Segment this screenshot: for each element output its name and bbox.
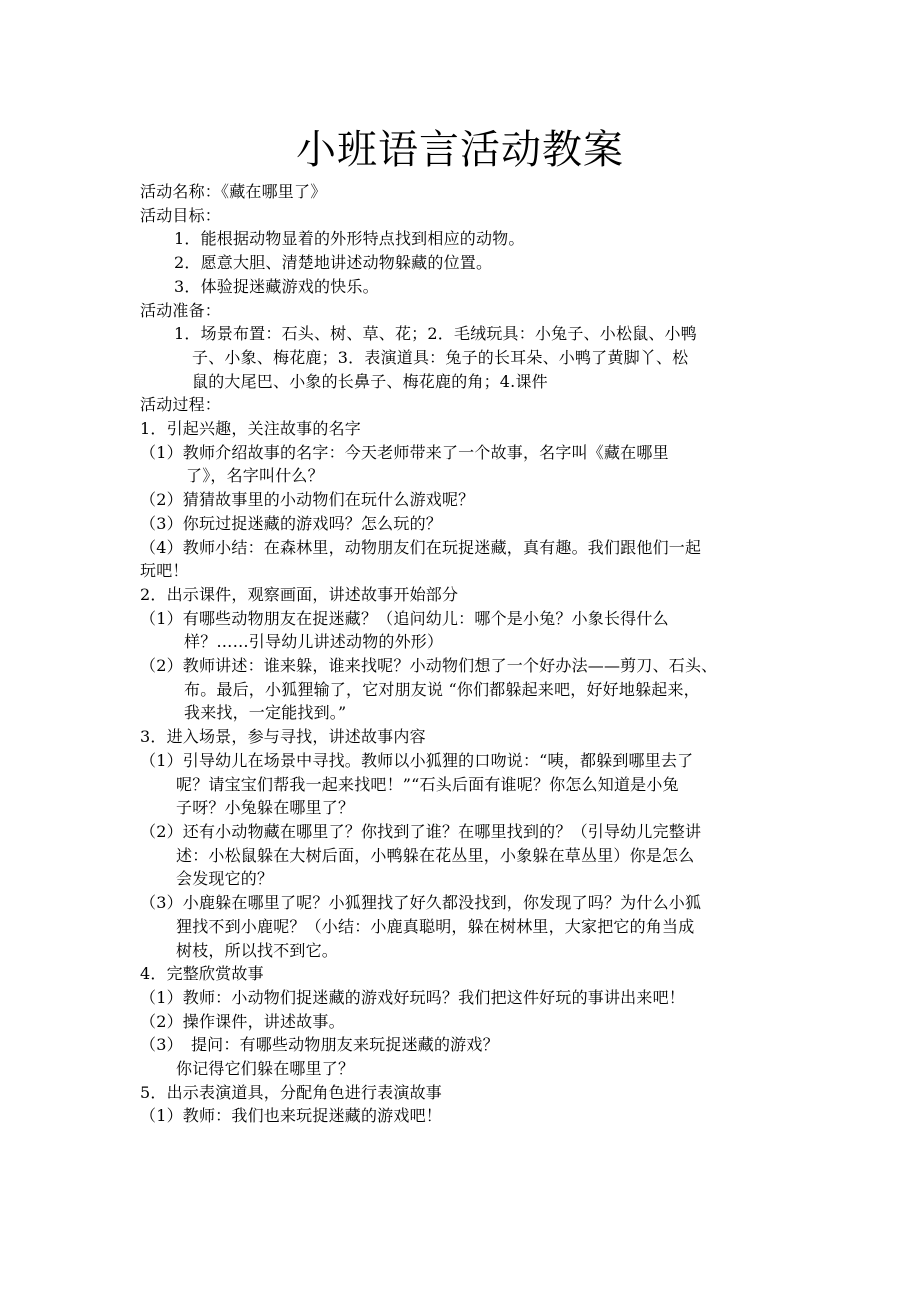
section-item-cont: 狸找不到小鹿呢？（小结：小鹿真聪明，躲在树林里，大家把它的角当成 [176,916,695,936]
section-item-cont: 布。最后，小狐狸输了，它对朋友说 “你们都躲起来吧，好好地躲起来， [184,679,700,699]
section-item-cont: 子呀？小兔躲在哪里了？ [176,798,355,818]
section-heading: 1．引起兴趣，关注故事的名字 [140,419,361,439]
document-body [140,180,785,1128]
section-heading: 3．进入场景，参与寻找，讲述故事内容 [140,727,426,747]
section-item-cont: 树枝，所以找不到它。 [176,940,339,960]
prep-line: 鼠的大尾巴、小象的长鼻子、梅花鹿的角；4.课件 [192,371,548,391]
prep-line: 子、小象、梅花鹿；3．表演道具：兔子的长耳朵、小鸭了黄脚丫、松 [192,347,689,367]
section-item: （2）教师讲述：谁来躲，谁来找呢？小动物们想了一个好办法——剪刀、石头、 [140,656,718,676]
section-heading: 2．出示课件，观察画面，讲述故事开始部分 [140,584,459,604]
section-heading: 5．出示表演道具，分配角色进行表演故事 [140,1082,442,1102]
section-item-cont: 述：小松鼠躲在大树后面，小鸭躲在花丛里，小象躲在草丛里）你是怎么 [176,845,695,865]
goal-item: 3．体验捉迷藏游戏的快乐。 [174,276,379,296]
page-title: 小班语言活动教案 [296,127,624,173]
section-item: （1）教师：小动物们捉迷藏的游戏好玩吗？我们把这件好玩的事讲出来吧！ [140,987,685,1007]
activity-name: 活动名称：《藏在哪里了》 [140,182,327,201]
section-item-cont: 玩吧！ [140,561,189,581]
section-item: （3）小鹿躲在哪里了呢？小狐狸找了好久都没找到，你发现了吗？为什么小狐 [140,893,702,913]
section-item-cont: 你记得它们躲在哪里了？ [176,1059,355,1079]
section-item-cont: 呢？请宝宝们帮我一起来找吧！”“石头后面有谁呢？你怎么知道是小兔 [176,774,679,794]
section-item: （1）教师介绍故事的名字：今天老师带来了一个故事，名字叫《藏在哪里 [140,442,669,462]
process-heading: 活动过程： [140,395,222,415]
section-item: （2）还有小动物藏在哪里了？你找到了谁？在哪里找到的？（引导幼儿完整讲 [140,821,702,841]
section-item-cont: 了》，名字叫什么？ [186,466,324,486]
goal-item: 2．愿意大胆、清楚地讲述动物躲藏的位置。 [174,253,493,273]
section-heading: 4．完整欣赏故事 [140,964,264,984]
section-item: （3） 提问：有哪些动物朋友来玩捉迷藏的游戏？ [140,1035,499,1055]
section-item: （3）你玩过捉迷藏的游戏吗？怎么玩的？ [140,513,442,533]
goals-heading: 活动目标： [140,205,222,225]
section-item: （4）教师小结：在森林里，动物朋友们在玩捉迷藏，真有趣。我们跟他们一起 [140,537,702,557]
section-item-cont: 我来找，一定能找到。” [184,703,347,723]
section-item: （1）有哪些动物朋友在捉迷藏？（追问幼儿：哪个是小兔？小象长得什么 [140,608,669,628]
section-item: （1）教师：我们也来玩捉迷藏的游戏吧！ [140,1106,442,1126]
prep-line: 1．场景布置：石头、树、草、花；2．毛绒玩具：小兔子、小松鼠、小鸭 [174,324,697,344]
goal-item: 1．能根据动物显着的外形特点找到相应的动物。 [174,229,525,249]
section-item-cont: 样？……引导幼儿讲述动物的外形） [184,632,444,652]
section-item: （2）操作课件，讲述故事。 [140,1011,345,1031]
section-item: （2）猜猜故事里的小动物们在玩什么游戏呢？ [140,490,475,510]
section-item-cont: 会发现它的？ [176,869,274,889]
prep-heading: 活动准备： [140,300,222,320]
section-item: （1）引导幼儿在场景中寻找。教师以小狐狸的口吻说：“咦，都躲到哪里去了 [140,750,694,770]
